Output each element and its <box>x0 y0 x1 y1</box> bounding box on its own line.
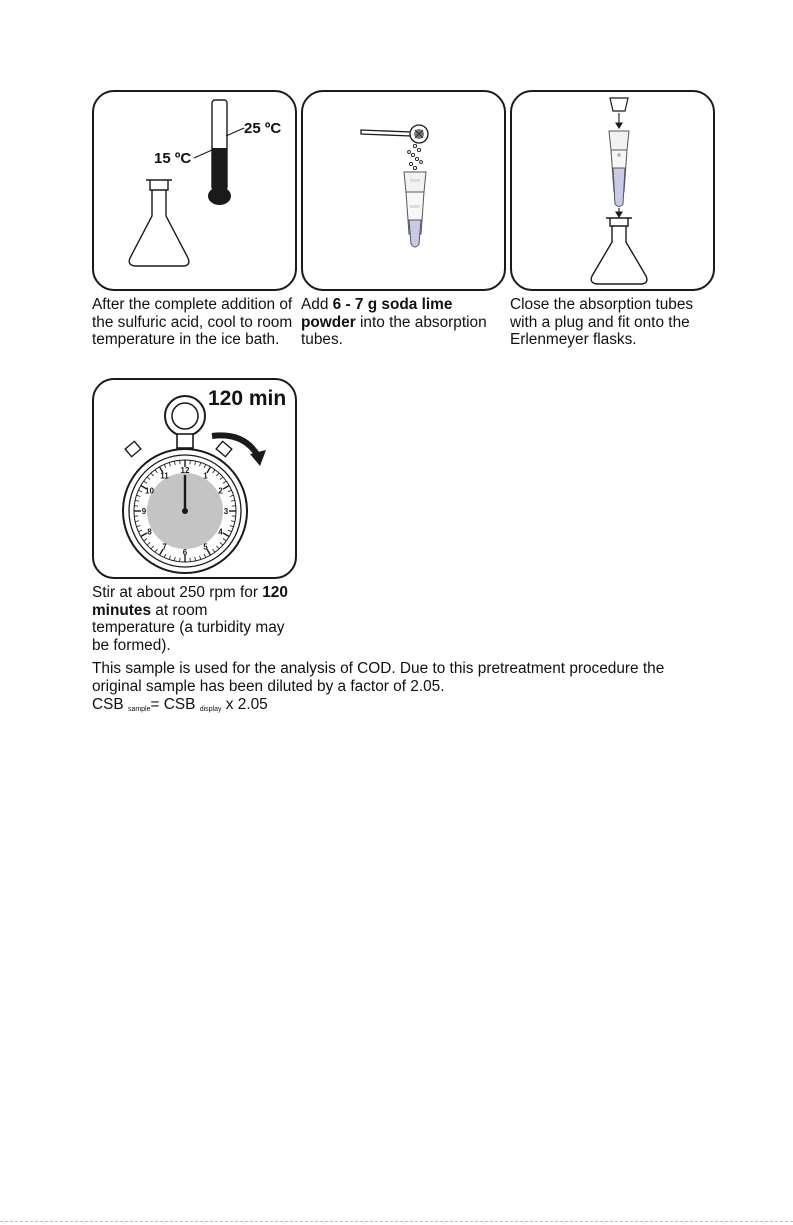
caption-soda-lime-post: into the absorption tubes. <box>301 313 487 348</box>
dial-number: 7 <box>162 542 167 552</box>
formula-equals-csb: = CSB <box>150 696 196 713</box>
dial-number: 9 <box>141 507 147 516</box>
dial-number: 2 <box>218 486 223 496</box>
arrow-down-icon <box>616 113 622 128</box>
time-label: 120 min <box>208 387 287 410</box>
erlenmeyer-flask-icon <box>129 180 189 266</box>
formula-display-subscript: display <box>199 706 222 713</box>
temperature-low-label: 15 ºC <box>154 150 192 167</box>
falling-powder-icon <box>408 144 423 169</box>
dilution-formula <box>92 696 268 719</box>
caption-soda-lime-pre: Add <box>301 296 333 313</box>
temperature-high-label: 25 ºC <box>244 120 282 137</box>
dilution-note: This sample is used for the analysis of COD. Due to this pretreatment procedure the original sample has been diluted by a factor of 2.05. <box>92 660 665 695</box>
formula-factor: x 2.05 <box>221 696 268 713</box>
dial-number: 1 <box>203 471 208 481</box>
panel-cooling <box>92 90 297 291</box>
caption-stirring <box>92 584 292 654</box>
formula-sample-subscript: sample <box>127 706 151 713</box>
dial-number: 5 <box>203 542 208 552</box>
panel-plug-flask <box>510 90 715 291</box>
dial-number: 6 <box>182 548 188 557</box>
panel-stirring <box>92 378 297 579</box>
caption-plug-flask: Close the absorption tubes with a plug and fit onto the Erlenmeyer flasks. <box>510 296 694 348</box>
dial-number: 3 <box>223 507 229 516</box>
plug-icon <box>610 98 628 111</box>
spatula-icon <box>361 125 428 143</box>
absorption-tube-icon <box>404 172 426 247</box>
caption-stirring-duration: 120 minutes <box>92 584 288 619</box>
formula-csb: CSB <box>92 696 124 713</box>
absorption-tube-icon <box>609 131 629 207</box>
caption-stirring-post: at room temperature (a turbidity may be formed). <box>92 601 285 654</box>
plug-flask-illustration <box>512 92 715 291</box>
caption-cooling: After the complete addition of the sulfuric acid, cool to room temperature in the ice bath. <box>92 296 293 348</box>
dial-number: 11 <box>160 471 169 481</box>
thermometer-icon <box>194 100 244 205</box>
erlenmeyer-flask-icon <box>591 218 647 284</box>
stopwatch-icon <box>123 396 247 573</box>
caption-soda-lime-amount: 6 - 7 g soda lime powder <box>301 296 453 331</box>
soda-lime-illustration <box>303 92 506 291</box>
dial-number: 10 <box>145 486 154 496</box>
arrow-down-icon <box>616 208 622 217</box>
dial-number: 4 <box>218 527 223 537</box>
caption-stirring-pre: Stir at about 250 rpm for <box>92 584 263 601</box>
caption-soda-lime <box>301 296 506 349</box>
dial-number: 12 <box>180 466 190 475</box>
dial-number: 8 <box>147 527 152 537</box>
page-edge <box>0 1221 793 1222</box>
panel-soda-lime <box>301 90 506 291</box>
